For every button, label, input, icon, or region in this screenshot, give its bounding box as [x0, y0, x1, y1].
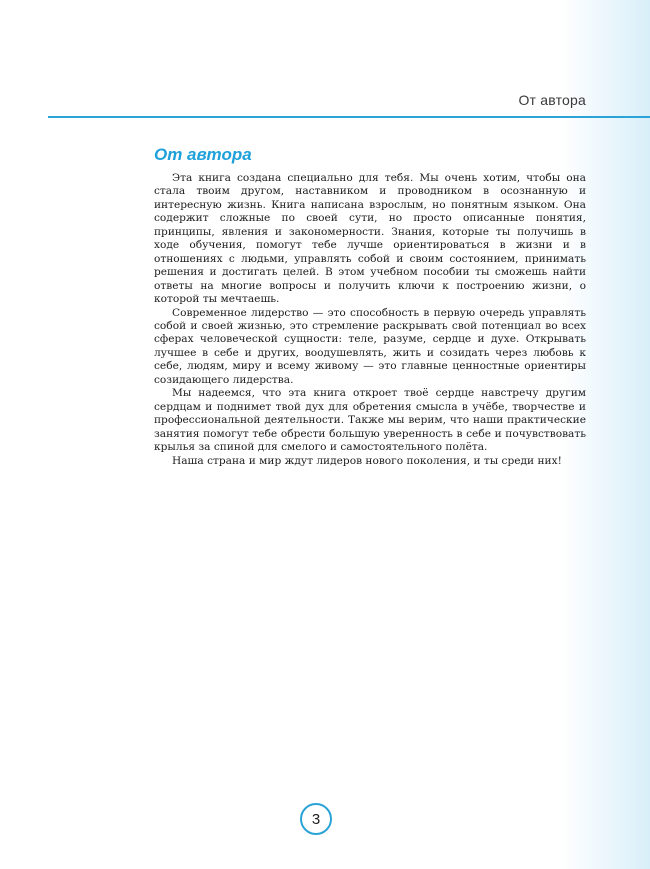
- header-rule: [48, 116, 650, 118]
- paragraph: Мы надеемся, что эта книга откроет твоё сердце навстречу другим сердцам и поднимет твой дух для обретения смысла в учёбе, творчестве и профессиональной деятельности. Также мы верим, что наши практические занятия помогут тебе обрести большую уверенность в себе и почувствовать крылья за спиной для смелого и самостоятельного полёта.: [154, 387, 586, 454]
- paragraph: Современное лидерство — это способность в первую очередь управлять собой и своей жизнью, это стремление раскрывать свой потенциал во всех сферах человеческой сущности: теле, разуме, сердце и духе. Открывать лучшее в себе и других, воодушевлять, жить и созидать через любовь к себе, людям, миру и всему живому — это главные ценностные ориентиры созидающего лидерства.: [154, 306, 586, 386]
- body-text: [154, 172, 586, 468]
- section-title: От автора: [154, 145, 252, 164]
- page-number: 3: [300, 803, 332, 835]
- paragraph: Эта книга создана специально для тебя. Мы очень хотим, чтобы она стала твоим другом, наставником и проводником в осознанную и интересную жизнь. Книга написана взрослым, но понятным языком. Она содержит сложные по своей сути, но просто описанные понятия, принципы, явления и закономерности. Знания, которые ты получишь в ходе обучения, помогут тебе лучше ориентироваться в жизни и в отношениях с людьми, управлять собой и своим состоянием, принимать решения и достигать целей. В этом учебном пособии ты сможешь найти ответы на многие вопросы и получить ключи к построению жизни, о которой ты мечтаешь.: [154, 172, 586, 306]
- paragraph: Наша страна и мир ждут лидеров нового поколения, и ты среди них!: [172, 454, 562, 467]
- running-head: От автора: [518, 92, 586, 108]
